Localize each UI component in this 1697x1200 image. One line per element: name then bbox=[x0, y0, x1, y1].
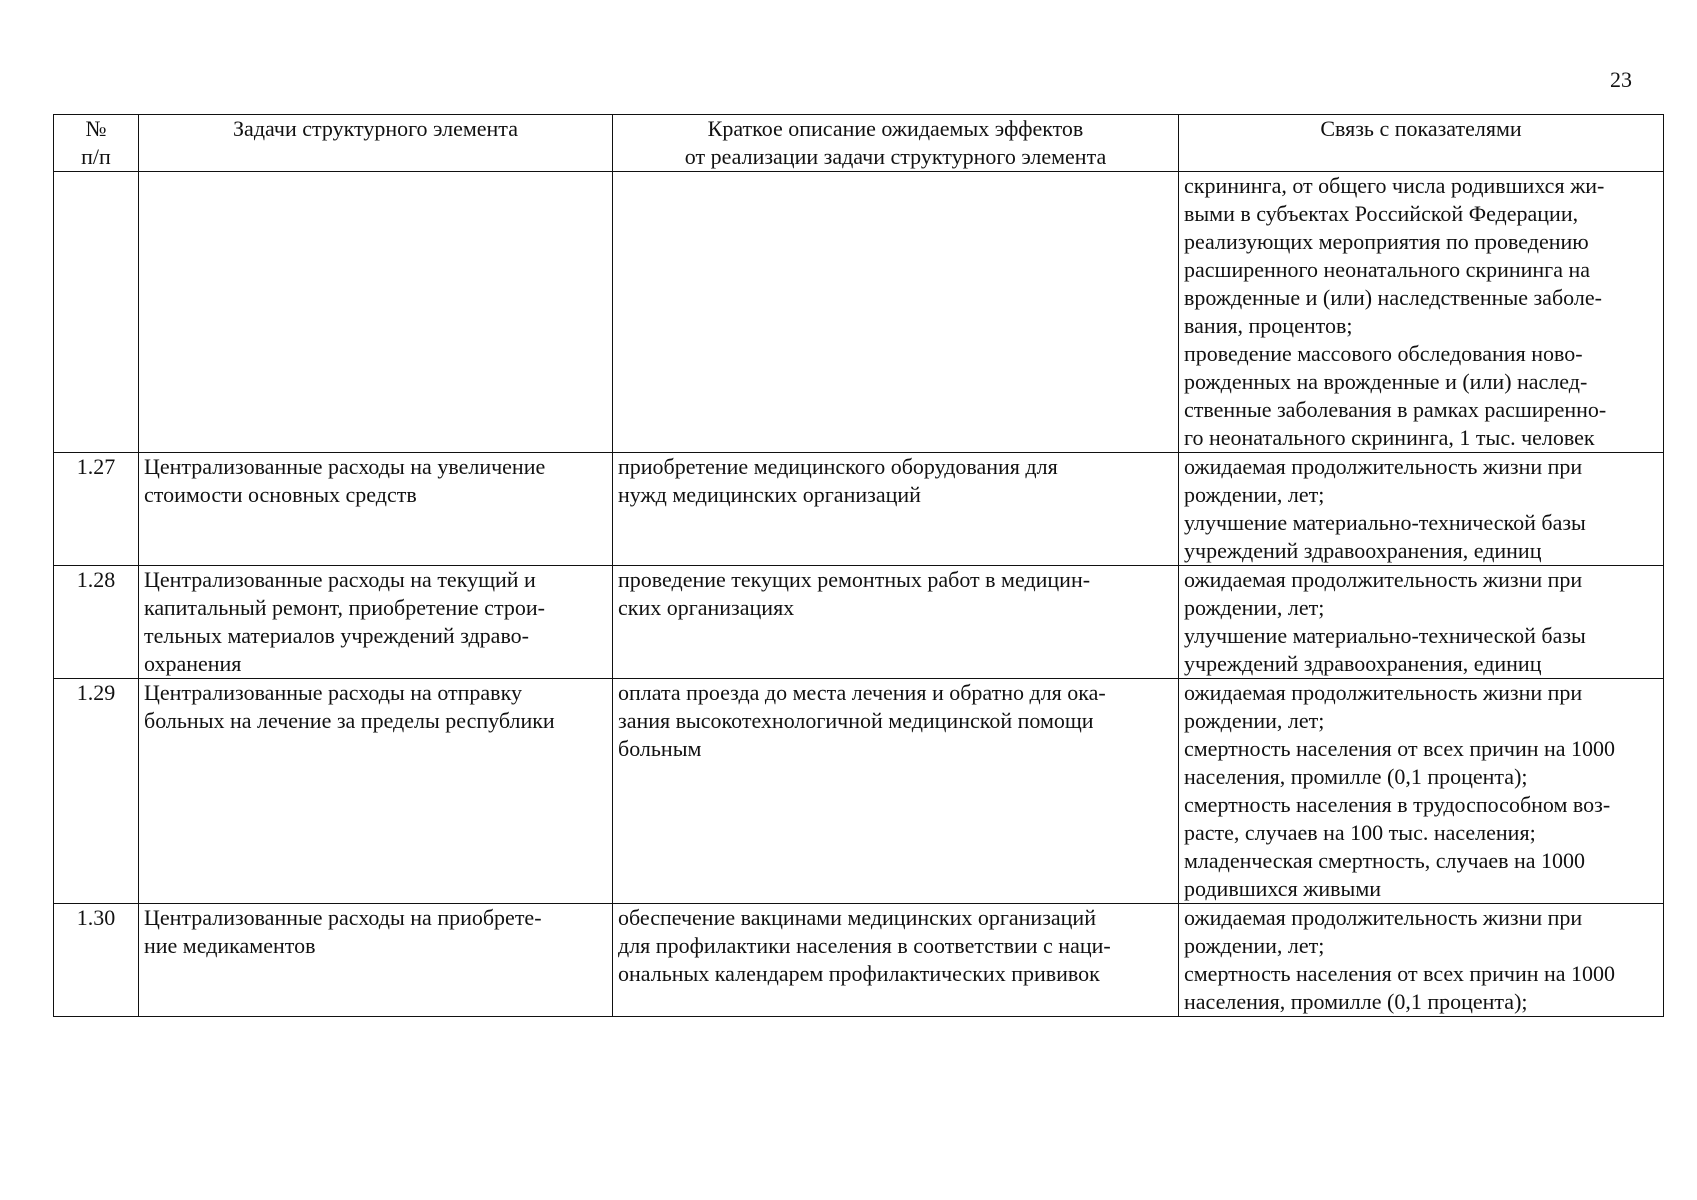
task-line: тельных материалов учреждений здраво- bbox=[144, 623, 530, 648]
effect-line: приобретение медицинского оборудования для bbox=[618, 454, 1058, 479]
effect-line: оплата проезда до места лечения и обратно для ока- bbox=[618, 680, 1106, 705]
indicator-line: рожденных на врожденные и (или) наслед- bbox=[1184, 369, 1588, 394]
page-number: 23 bbox=[1610, 67, 1632, 92]
row-number: 1.28 bbox=[76, 567, 116, 592]
row-number: 1.30 bbox=[76, 905, 116, 930]
table-row bbox=[54, 679, 1664, 904]
effect-line: ских организациях bbox=[618, 595, 795, 620]
table-row bbox=[54, 904, 1664, 1017]
row-number: 1.29 bbox=[76, 680, 116, 705]
table-row bbox=[54, 172, 1664, 453]
indicator-line: ожидаемая продолжительность жизни при bbox=[1184, 680, 1583, 705]
cell-task bbox=[139, 453, 613, 566]
cell-num bbox=[54, 904, 139, 1017]
indicator-line: учреждений здравоохранения, единиц bbox=[1184, 538, 1542, 563]
table-row bbox=[54, 453, 1664, 566]
cell-indicator bbox=[1179, 172, 1664, 453]
indicator-line: родившихся живыми bbox=[1184, 876, 1382, 901]
effect-line: проведение текущих ремонтных работ в медицин- bbox=[618, 567, 1091, 592]
effect-line: нужд медицинских организаций bbox=[618, 482, 921, 507]
cell-task bbox=[139, 679, 613, 904]
cell-indicator bbox=[1179, 904, 1664, 1017]
task-line: больных на лечение за пределы республики bbox=[144, 708, 555, 733]
task-line: стоимости основных средств bbox=[144, 482, 417, 507]
task-line: Централизованные расходы на отправку bbox=[144, 680, 522, 705]
indicator-line: учреждений здравоохранения, единиц bbox=[1184, 651, 1542, 676]
indicator-line: улучшение материально-технической базы bbox=[1184, 510, 1586, 535]
cell-effect bbox=[613, 453, 1179, 566]
cell-indicator bbox=[1179, 453, 1664, 566]
header-text: п/п bbox=[81, 144, 111, 169]
effect-line: обеспечение вакцинами медицинских организаций bbox=[618, 905, 1096, 930]
task-line: Централизованные расходы на приобрете- bbox=[144, 905, 542, 930]
cell-num bbox=[54, 172, 139, 453]
header-tasks bbox=[139, 115, 613, 172]
indicator-line: смертность населения в трудоспособном воз- bbox=[1184, 792, 1611, 817]
indicator-line: врожденные и (или) наследственные заболе- bbox=[1184, 285, 1602, 310]
header-text: Краткое описание ожидаемых эффектов bbox=[707, 116, 1084, 141]
indicator-line: реализующих мероприятия по проведению bbox=[1184, 229, 1589, 254]
cell-effect bbox=[613, 172, 1179, 453]
header-num bbox=[54, 115, 139, 172]
cell-task bbox=[139, 172, 613, 453]
task-line: охранения bbox=[144, 651, 242, 676]
effect-line: зания высокотехнологичной медицинской помощи bbox=[618, 708, 1094, 733]
indicator-line: младенческая смертность, случаев на 1000 bbox=[1184, 848, 1586, 873]
header-effects bbox=[613, 115, 1179, 172]
header-text: Связь с показателями bbox=[1320, 116, 1522, 141]
effect-line: для профилактики населения в соответствии с наци- bbox=[618, 933, 1111, 958]
cell-task bbox=[139, 566, 613, 679]
effect-line: больным bbox=[618, 736, 702, 761]
indicator-line: смертность населения от всех причин на 1000 bbox=[1184, 736, 1616, 761]
cell-num bbox=[54, 679, 139, 904]
indicator-line: расте, случаев на 100 тыс. населения; bbox=[1184, 820, 1536, 845]
indicator-line: населения, промилле (0,1 процента); bbox=[1184, 764, 1528, 789]
cell-effect bbox=[613, 904, 1179, 1017]
indicator-line: ожидаемая продолжительность жизни при bbox=[1184, 905, 1583, 930]
indicator-line: ственные заболевания в рамках расширенно- bbox=[1184, 397, 1607, 422]
measures-table bbox=[53, 114, 1664, 1017]
indicator-line: рождении, лет; bbox=[1184, 708, 1325, 733]
indicator-line: ожидаемая продолжительность жизни при bbox=[1184, 567, 1583, 592]
effect-line: ональных календарем профилактических прививок bbox=[618, 961, 1100, 986]
indicator-line: рождении, лет; bbox=[1184, 482, 1325, 507]
task-line: Централизованные расходы на текущий и bbox=[144, 567, 536, 592]
indicator-line: проведение массового обследования ново- bbox=[1184, 341, 1583, 366]
table-row bbox=[54, 566, 1664, 679]
cell-effect bbox=[613, 679, 1179, 904]
cell-indicator bbox=[1179, 566, 1664, 679]
header-text: № bbox=[85, 116, 107, 141]
indicator-line: улучшение материально-технической базы bbox=[1184, 623, 1586, 648]
table-header-row bbox=[54, 115, 1664, 172]
cell-effect bbox=[613, 566, 1179, 679]
header-text: от реализации задачи структурного элемента bbox=[684, 144, 1107, 169]
indicator-line: го неонатального скрининга, 1 тыс. человек bbox=[1184, 425, 1595, 450]
cell-indicator bbox=[1179, 679, 1664, 904]
task-line: ние медикаментов bbox=[144, 933, 316, 958]
cell-task bbox=[139, 904, 613, 1017]
header-text: Задачи структурного элемента bbox=[233, 116, 518, 141]
indicator-line: скрининга, от общего числа родившихся жи- bbox=[1184, 173, 1605, 198]
indicator-line: рождении, лет; bbox=[1184, 933, 1325, 958]
header-indicators bbox=[1179, 115, 1664, 172]
task-line: капитальный ремонт, приобретение строи- bbox=[144, 595, 545, 620]
cell-num bbox=[54, 566, 139, 679]
task-line: Централизованные расходы на увеличение bbox=[144, 454, 546, 479]
indicator-line: выми в субъектах Российской Федерации, bbox=[1184, 201, 1579, 226]
indicator-line: населения, промилле (0,1 процента); bbox=[1184, 989, 1528, 1014]
indicator-line: рождении, лет; bbox=[1184, 595, 1325, 620]
row-number: 1.27 bbox=[76, 454, 116, 479]
indicator-line: расширенного неонатального скрининга на bbox=[1184, 257, 1591, 282]
indicator-line: вания, процентов; bbox=[1184, 313, 1353, 338]
cell-num bbox=[54, 453, 139, 566]
indicator-line: ожидаемая продолжительность жизни при bbox=[1184, 454, 1583, 479]
indicator-line: смертность населения от всех причин на 1000 bbox=[1184, 961, 1616, 986]
